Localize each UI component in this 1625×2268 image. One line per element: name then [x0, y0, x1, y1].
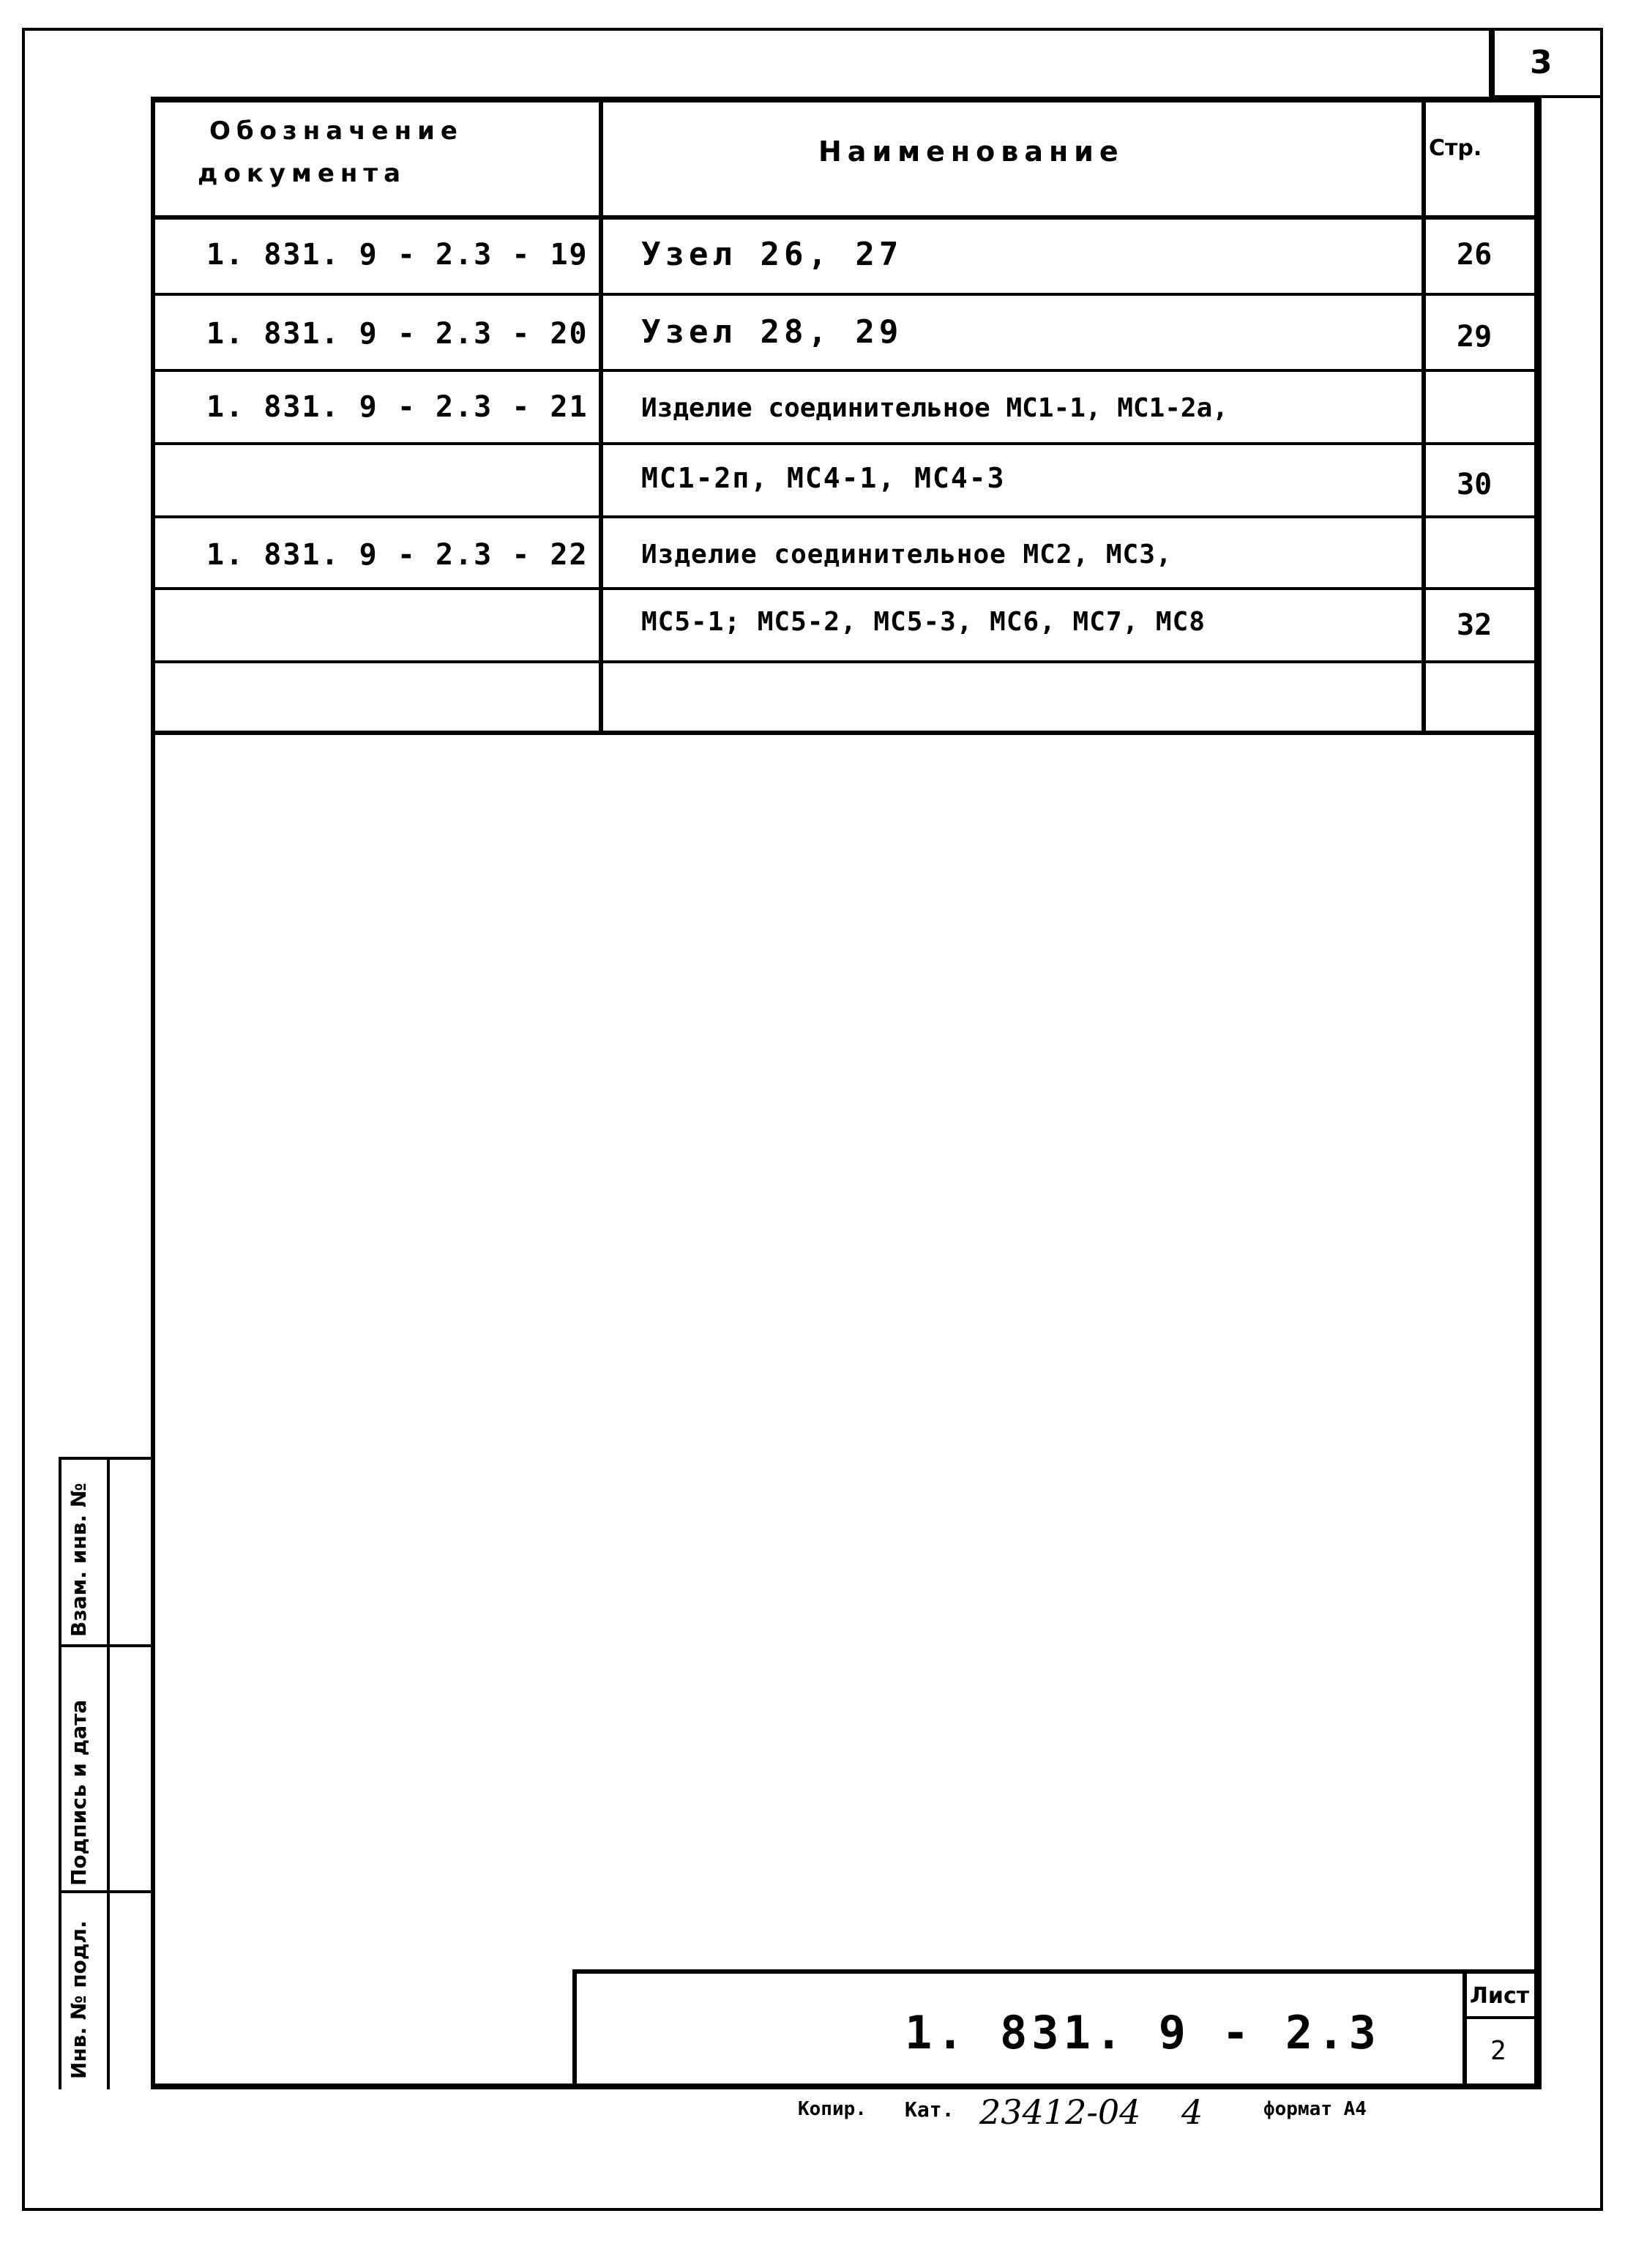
side-stamp-divider: [59, 1890, 155, 1893]
table-row-divider: [151, 660, 1537, 663]
table-row-designation: 1. 831. 9 - 2.3 - 22: [206, 538, 589, 572]
footer-order-number: 23412-04: [979, 2092, 1141, 2132]
side-stamp-col-divider: [107, 1457, 110, 2089]
side-stamp-inv-orig: Инв. № подл.: [67, 1920, 91, 2079]
table-row-designation: 1. 831. 9 - 2.3 - 19: [206, 238, 589, 272]
table-row-page: 29: [1457, 320, 1493, 354]
table-row-divider: [151, 442, 1537, 445]
table-row-name: Изделие соединительное МС1-1, МС1-2а,: [641, 393, 1228, 423]
table-header-divider: [151, 215, 1537, 220]
header-designation-line1: Обозначение: [209, 116, 463, 146]
table-row-page: 30: [1457, 468, 1493, 501]
side-stamp-sign-date: Подпись и дата: [67, 1699, 91, 1886]
title-block-code: 1. 831. 9 - 2.3: [905, 2006, 1381, 2059]
page-number: 3: [1530, 44, 1558, 81]
footer-format: формат А4: [1263, 2098, 1367, 2120]
table-row-name: МС1-2п, МС4-1, МС4-3: [641, 462, 1006, 494]
title-block-sheet-label-line: [1462, 2016, 1542, 2019]
table-row-divider: [151, 587, 1537, 590]
table-row-page: 32: [1457, 608, 1493, 642]
table-col-divider-1: [599, 97, 603, 734]
title-block-sheet-divider: [1462, 1969, 1467, 2089]
table-row-designation: 1. 831. 9 - 2.3 - 21: [206, 390, 589, 424]
table-col-divider-2: [1422, 97, 1426, 734]
footer-order-suffix: 4: [1181, 2092, 1203, 2132]
table-row-name: Узел 28, 29: [641, 313, 903, 351]
table-row-designation: 1. 831. 9 - 2.3 - 20: [206, 317, 589, 351]
table-row-divider: [151, 515, 1537, 518]
table-row-name: Изделие соединительное МС2, МС3,: [641, 540, 1173, 570]
table-row-name: Узел 26, 27: [641, 236, 903, 273]
table-row-name: МС5-1; МС5-2, МС5-3, МС6, МС7, МС8: [641, 607, 1206, 637]
title-block-sheet-number: 2: [1490, 2036, 1506, 2066]
footer-copied: Копир.: [798, 2098, 867, 2120]
table-bottom-line: [151, 731, 1537, 735]
table-row-page: 26: [1457, 238, 1493, 272]
table-row-divider: [151, 369, 1537, 372]
header-designation-line2: документа: [198, 159, 407, 188]
footer-order-label: Кат.: [905, 2097, 955, 2122]
title-block-sheet-label: Лист: [1470, 1983, 1530, 2009]
header-page: Стр.: [1429, 135, 1482, 161]
side-stamp-divider: [59, 1644, 155, 1647]
side-stamp-replace-inv: Взам. инв. №: [67, 1482, 91, 1637]
header-name: Наименование: [818, 135, 1124, 168]
table-row-divider: [151, 293, 1537, 296]
